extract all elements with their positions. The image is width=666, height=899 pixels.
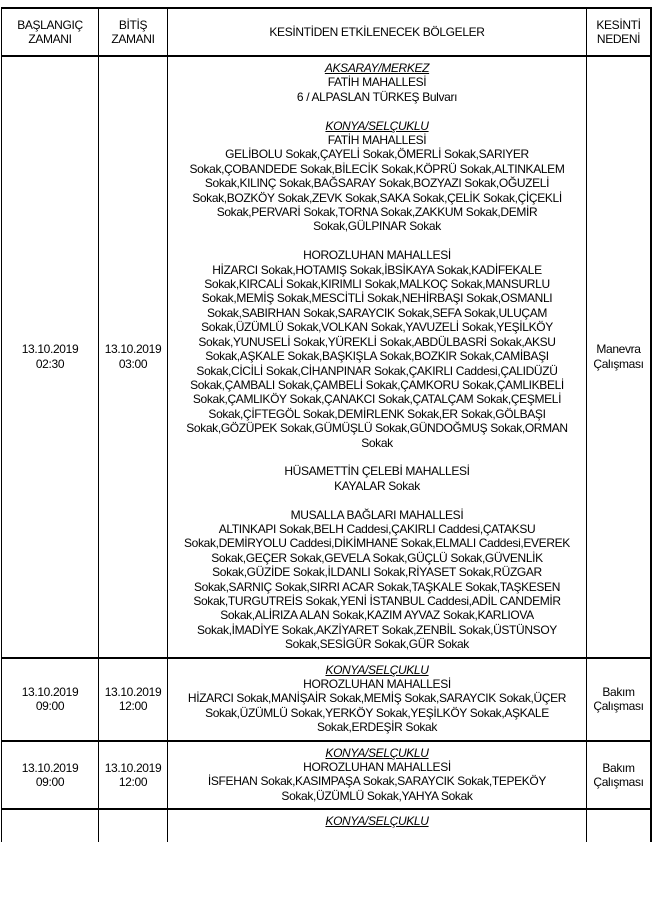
street-list-line: Sokak,GEÇER Sokak,GEVELA Sokak,GÜÇLÜ Sokak,GÜVENLİK xyxy=(211,550,543,565)
table-row xyxy=(1,810,652,842)
street-list-line: Sokak,SARNIÇ Sokak,SIRRI ACAR Sokak,TAŞKALE Sokak,TAŞKESEN xyxy=(193,579,561,594)
table-row xyxy=(1,57,652,659)
start-time-cell xyxy=(2,810,99,842)
street-list-line: Sokak,MEMİŞ Sokak,MESCİTLİ Sokak,NEHİRBAŞI Sokak,OSMANLI xyxy=(201,291,553,306)
street-list-line: Sokak,TURGUTREİS Sokak,YENİ İSTANBUL Caddesi,ADİL CANDEMİR xyxy=(193,593,561,608)
header-end-time xyxy=(99,9,168,55)
header-text: BİTİŞ xyxy=(118,18,148,32)
street-list-line: Sokak,DEMİRYOLU Caddesi,DİKİMHANE Sokak,ELMALI Caddesi,EVEREK xyxy=(184,536,570,551)
start-time: 09:00 xyxy=(35,699,65,714)
regions-cell xyxy=(168,810,587,842)
start-time-cell xyxy=(2,659,99,740)
regions-cell xyxy=(168,57,587,657)
street-list-line: HİZARCI Sokak,HOTAMIŞ Sokak,İBSİKAYA Sokak,KADİFEKALE xyxy=(212,262,542,277)
table-header xyxy=(1,7,652,57)
regions-cell xyxy=(168,659,587,740)
outage-reason: Bakım xyxy=(602,684,635,699)
end-time: 13.10.2019 xyxy=(104,684,162,699)
street-list-line: Sokak,GÜLPINAR Sokak xyxy=(313,219,441,234)
table-body xyxy=(1,57,652,842)
street-list-line: Sokak,ALİRIZA ALAN Sokak,KAZIM AYVAZ Sokak,KARLIOVA xyxy=(220,608,534,623)
street-list-line: KAYALAR Sokak xyxy=(334,478,420,493)
header-text: NEDENİ xyxy=(596,32,641,46)
reason-cell xyxy=(587,659,650,740)
end-time: 13.10.2019 xyxy=(104,342,162,357)
reason-cell xyxy=(587,57,650,657)
neighborhood-name: HOROZLUHAN MAHALLESİ xyxy=(303,248,451,263)
city-district: AKSARAY/MERKEZ xyxy=(324,61,430,75)
street-list-line: Sokak,ÇİFTEGÖL Sokak,DEMİRLENK Sokak,ER Sokak,GÖLBAŞI xyxy=(208,406,546,421)
neighborhood-name: FATİH MAHALLESİ xyxy=(327,75,427,90)
street-list-line: Sokak,ÇAMBALI Sokak,ÇAMBELİ Sokak,ÇAMKORU Sokak,ÇAMLIKBELİ xyxy=(190,377,564,392)
street-list-line: Sokak,ÇAMLIKÖY Sokak,ÇANAKCI Sokak,ÇATALÇAM Sokak,ÇEŞMELİ xyxy=(192,392,562,407)
neighborhood-name: HOROZLUHAN MAHALLESİ xyxy=(303,677,451,691)
header-text: KESİNTİ xyxy=(596,18,641,32)
street-list-line: GELİBOLU Sokak,ÇAYELİ Sokak,ÖMERLİ Sokak,SARIYER xyxy=(225,147,529,162)
street-list-line: HİZARCI Sokak,MANİŞAİR Sokak,MEMİŞ Sokak,SARAYCIK Sokak,ÜÇER xyxy=(187,691,567,706)
outage-reason: Çalışması xyxy=(593,699,644,714)
street-list-line: ALTINKAPI Sokak,BELH Caddesi,ÇAKIRLI Caddesi,ÇATAKSU xyxy=(218,521,536,536)
street-list-line: Sokak,ÜZÜMLÜ Sokak,YERKÖY Sokak,YEŞİLKÖY Sokak,AŞKALE xyxy=(205,705,549,720)
start-time: 13.10.2019 xyxy=(21,342,79,357)
end-time: 12:00 xyxy=(118,699,148,714)
table-row xyxy=(1,742,652,811)
street-list-line: Sokak,GÜZİDE Sokak,İLDANLI Sokak,RİYASET Sokak,RÜZGAR xyxy=(212,565,542,580)
street-list-line: 6 / ALPASLAN TÜRKEŞ Bulvarı xyxy=(296,89,458,104)
header-text: BAŞLANGIÇ xyxy=(17,18,83,32)
reason-cell xyxy=(587,742,650,809)
street-list-line: Sokak xyxy=(361,435,393,450)
street-list-line: Sokak,AŞKALE Sokak,BAŞKIŞLA Sokak,BOZKIR Sokak,CAMİBAŞI xyxy=(205,349,549,364)
outage-reason: Çalışması xyxy=(593,774,644,789)
header-text: ZAMANI xyxy=(111,32,155,46)
outage-reason: Çalışması xyxy=(593,356,644,371)
street-list-line: Sokak,PERVARİ Sokak,TORNA Sokak,ZAKKUM Sokak,DEMİR xyxy=(216,205,538,220)
regions-cell xyxy=(168,742,587,809)
header-start-time xyxy=(2,9,99,55)
street-list-line: Sokak,ÇOBANDEDE Sokak,BİLECİK Sokak,KÖPRÜ Sokak,ALTINKALEM xyxy=(189,161,565,176)
street-list-line: Sokak,KILINÇ Sokak,BAĞSARAY Sokak,BOZYAZI Sokak,OĞUZELİ xyxy=(204,176,550,191)
start-time-cell xyxy=(2,57,99,657)
street-list-line: Sokak,KIRCALİ Sokak,KIRIMLI Sokak,MALKOÇ Sokak,MANSURLU xyxy=(204,277,550,292)
header-text: KESİNTİDEN ETKİLENECEK BÖLGELER xyxy=(269,25,485,39)
end-time-cell xyxy=(99,742,168,809)
neighborhood-name: MUSALLA BAĞLARI MAHALLESİ xyxy=(290,507,464,522)
header-regions xyxy=(168,9,587,55)
end-time-cell xyxy=(99,810,168,842)
neighborhood-name: FATİH MAHALLESİ xyxy=(327,133,427,148)
outage-reason: Manevra xyxy=(596,342,641,357)
neighborhood-name: HOROZLUHAN MAHALLESİ xyxy=(303,760,451,775)
table-row xyxy=(1,659,652,742)
city-district: KONYA/SELÇUKLU xyxy=(325,118,429,133)
end-time-cell xyxy=(99,57,168,657)
street-list-line: Sokak,BOZKÖY Sokak,ZEVK Sokak,SAKA Sokak,ÇELİK Sokak,ÇİÇEKLİ xyxy=(192,190,562,205)
header-text: ZAMANI xyxy=(28,32,72,46)
street-list-line: Sokak,ÜZÜMLÜ Sokak,YAHYA Sokak xyxy=(281,788,473,803)
street-list-line: Sokak,ÜZÜMLÜ Sokak,VOLKAN Sokak,YAVUZELİ Sokak,YEŞİLKÖY xyxy=(201,320,553,335)
street-list-line: Sokak,SESİGÜR Sokak,GÜR Sokak xyxy=(285,637,469,652)
neighborhood-name: HÜSAMETTİN ÇELEBİ MAHALLESİ xyxy=(284,464,470,479)
city-district: KONYA/SELÇUKLU xyxy=(325,745,429,760)
city-district: KONYA/SELÇUKLU xyxy=(325,814,429,829)
end-time: 12:00 xyxy=(118,774,148,789)
end-time: 13.10.2019 xyxy=(104,760,162,775)
outage-table xyxy=(1,7,652,842)
start-time-cell xyxy=(2,742,99,809)
street-list-line: Sokak,CİCİLİ Sokak,CİHANPINAR Sokak,ÇAKIRLI Caddesi,ÇALIDÜZÜ xyxy=(196,363,558,378)
reason-cell xyxy=(587,810,650,842)
start-time: 13.10.2019 xyxy=(21,760,79,775)
street-list-line: İSFEHAN Sokak,KASIMPAŞA Sokak,SARAYCIK Sokak,TEPEKÖY xyxy=(207,774,547,789)
street-list-line: Sokak,YUNUSELİ Sokak,YÜREKLİ Sokak,ABDÜLBASRİ Sokak,AKSU xyxy=(198,334,556,349)
start-time: 02:30 xyxy=(35,356,65,371)
header-reason xyxy=(587,9,650,55)
end-time: 03:00 xyxy=(118,356,148,371)
start-time: 13.10.2019 xyxy=(21,684,79,699)
end-time-cell xyxy=(99,659,168,740)
street-list-line: Sokak,SABIRHAN Sokak,SARAYCIK Sokak,SEFA Sokak,ULUÇAM xyxy=(206,305,548,320)
street-list-line: Sokak,GÖZÜPEK Sokak,GÜMÜŞLÜ Sokak,GÜNDOĞMUŞ Sokak,ORMAN xyxy=(186,421,568,436)
outage-reason: Bakım xyxy=(602,760,635,775)
city-district: KONYA/SELÇUKLU xyxy=(325,662,429,677)
street-list-line: Sokak,ERDEŞİR Sokak xyxy=(316,720,438,735)
street-list-line: Sokak,İMADİYE Sokak,AKZİYARET Sokak,ZENBİL Sokak,ÜSTÜNSOY xyxy=(197,622,557,637)
start-time: 09:00 xyxy=(35,774,65,789)
